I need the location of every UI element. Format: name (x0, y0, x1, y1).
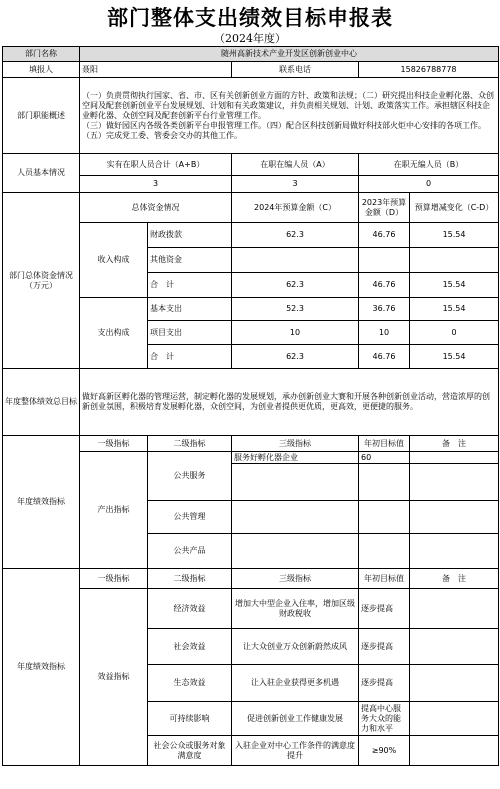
phone-label: 联系电话 (232, 62, 359, 78)
expense-row-diff: 15.54 (410, 298, 499, 321)
expense-row-diff: 15.54 (410, 345, 499, 369)
perf2-l2: 生态效益 (148, 665, 232, 702)
income-label: 收入构成 (80, 223, 148, 298)
funds-label: 部门总体资金情况（万元） (3, 193, 80, 369)
income-row-d: 46.76 (359, 273, 410, 298)
perf2-remark (410, 589, 499, 629)
perf1-label: 年度绩效指标 (3, 436, 80, 569)
perf2-h4: 年初目标值 (359, 569, 410, 589)
perf2-target: ≥90% (359, 736, 410, 766)
year-label: （2024年度） (214, 32, 286, 45)
expense-row-c: 10 (232, 321, 359, 345)
staff-a-value: 3 (232, 176, 359, 193)
income-row-c: 62.3 (232, 223, 359, 248)
income-row-c: 62.3 (232, 273, 359, 298)
public-service: 公共服务 (148, 452, 232, 501)
expense-label: 支出构成 (80, 298, 148, 369)
public-mgmt: 公共管理 (148, 501, 232, 534)
perf2-l3: 让入驻企业获得更多机遇 (232, 665, 359, 702)
expense-row-name: 项目支出 (148, 321, 232, 345)
perf2-target: 逐步提高 (359, 629, 410, 665)
declaration-table (2, 46, 499, 766)
expense-row-name: 基本支出 (148, 298, 232, 321)
duties-text (80, 78, 499, 154)
perf2-remark (410, 629, 499, 665)
perf2-h3: 三级指标 (232, 569, 359, 589)
income-row-diff: 15.54 (410, 273, 499, 298)
dept-name-value: 随州高新技术产业开发区创新创业中心 (80, 47, 499, 62)
expense-row-d: 36.76 (359, 298, 410, 321)
perf1-h5: 备 注 (410, 436, 499, 452)
empty-cell (359, 501, 410, 534)
funds-2024-header: 2024年预算金额（C） (232, 193, 359, 223)
staff-total-value: 3 (80, 176, 232, 193)
income-row-name: 其他资金 (148, 248, 232, 273)
duties-text-1: （一）负责贯彻执行国家、省、市、区有关创新创业方面的方针、政策和法规；（二）研究提出科技企业孵化器、众创空间及配套创新创业平台发展规划、计划和有关政策建议，并负责相关规划、计划、政策落实工作。承担辖区科技企业孵化器、众创空间及配套创新平台行业管理工作。 (82, 90, 494, 120)
expense-row-d: 46.76 (359, 345, 410, 369)
goal-label: 年度整体绩效总目标 (3, 369, 80, 436)
expense-row-name: 合 计 (148, 345, 232, 369)
perf2-l3: 促进创新创业工作健康发展 (232, 702, 359, 736)
staff-b-value: 0 (359, 176, 499, 193)
perf2-target: 逐步提高 (359, 589, 410, 629)
perf2-h1: 一级指标 (80, 569, 148, 589)
dept-name-label: 部门名称 (3, 47, 80, 62)
public-service-target: 60 (359, 452, 410, 464)
funds-2023-header: 2023年预算金额（D） (359, 193, 410, 223)
duties-text-2: （三）做好园区内各级各类创新平台申报管理工作。（四）配合区科技创新局做好科技部火炬中心安排的各项工作。（五）完成党工委、管委会交办的其他工作。 (82, 120, 486, 140)
expense-row-c: 62.3 (232, 345, 359, 369)
filler-label: 填报人 (3, 62, 80, 78)
page-title: 部门整体支出绩效目标申报表 (107, 6, 393, 30)
public-service-item: 服务好孵化器企业 (232, 452, 359, 464)
perf1-h2: 二级指标 (148, 436, 232, 452)
empty-cell (359, 534, 410, 569)
income-row-diff: 15.54 (410, 223, 499, 248)
perf2-l3: 增加大中型企业入住率，增加区级财政税收 (232, 589, 359, 629)
perf2-target: 提高中心服务大众的能力和水平 (359, 702, 410, 736)
income-row-diff (410, 248, 499, 273)
perf2-l2: 可持续影响 (148, 702, 232, 736)
perf2-h2: 二级指标 (148, 569, 232, 589)
goal-text: 做好高新区孵化器的管理运营，制定孵化器的发展规划，承办创新创业大赛和开展各种创新创业活动，营造浓厚的创新创业氛围，积极培育发展孵化器，众创空间，为创业者提供更优质，更高效，更便捷的服务。 (80, 369, 499, 436)
perf2-remark (410, 736, 499, 766)
perf2-l3: 入驻企业对中心工作条件的满意度提升 (232, 736, 359, 766)
staff-total-header: 实有在职人员合计（A+B） (80, 154, 232, 176)
perf2-l2: 社会效益 (148, 629, 232, 665)
perf2-l2: 经济效益 (148, 589, 232, 629)
empty-cell (359, 464, 410, 501)
expense-row-diff: 0 (410, 321, 499, 345)
income-row-c (232, 248, 359, 273)
staff-label: 人员基本情况 (3, 154, 80, 193)
perf2-remark (410, 665, 499, 702)
perf1-h1: 一级指标 (80, 436, 148, 452)
expense-row-d: 10 (359, 321, 410, 345)
income-row-d (359, 248, 410, 273)
empty-cell (232, 501, 359, 534)
perf2-l2: 社会公众或服务对象满意度 (148, 736, 232, 766)
phone-value: 15826788778 (359, 62, 499, 78)
empty-cell (410, 501, 499, 534)
staff-b-header: 在职无编人员（B） (359, 154, 499, 176)
perf1-h3: 三级指标 (232, 436, 359, 452)
perf2-level1: 效益指标 (80, 589, 148, 766)
empty-cell (410, 464, 499, 501)
perf2-h5: 备 注 (410, 569, 499, 589)
empty-cell (410, 534, 499, 569)
perf1-h4: 年初目标值 (359, 436, 410, 452)
duties-label: 部门职能概述 (3, 78, 80, 154)
staff-a-header: 在职在编人员（A） (232, 154, 359, 176)
public-service-remark (410, 452, 499, 464)
perf2-l3: 让大众创业万众创新蔚然成风 (232, 629, 359, 665)
perf2-label: 年度绩效指标 (3, 569, 80, 766)
funds-overall-header: 总体资金情况 (80, 193, 232, 223)
public-product: 公共产品 (148, 534, 232, 569)
filler-value: 聂阳 (80, 62, 232, 78)
income-row-name: 财政拨款 (148, 223, 232, 248)
perf1-level1: 产出指标 (80, 452, 148, 569)
empty-cell (232, 534, 359, 569)
expense-row-c: 52.3 (232, 298, 359, 321)
perf2-remark (410, 702, 499, 736)
empty-cell (232, 464, 359, 501)
perf2-target: 逐步提高 (359, 665, 410, 702)
income-row-name: 合 计 (148, 273, 232, 298)
income-row-d: 46.76 (359, 223, 410, 248)
funds-diff-header: 预算增减变化（C-D） (410, 193, 499, 223)
